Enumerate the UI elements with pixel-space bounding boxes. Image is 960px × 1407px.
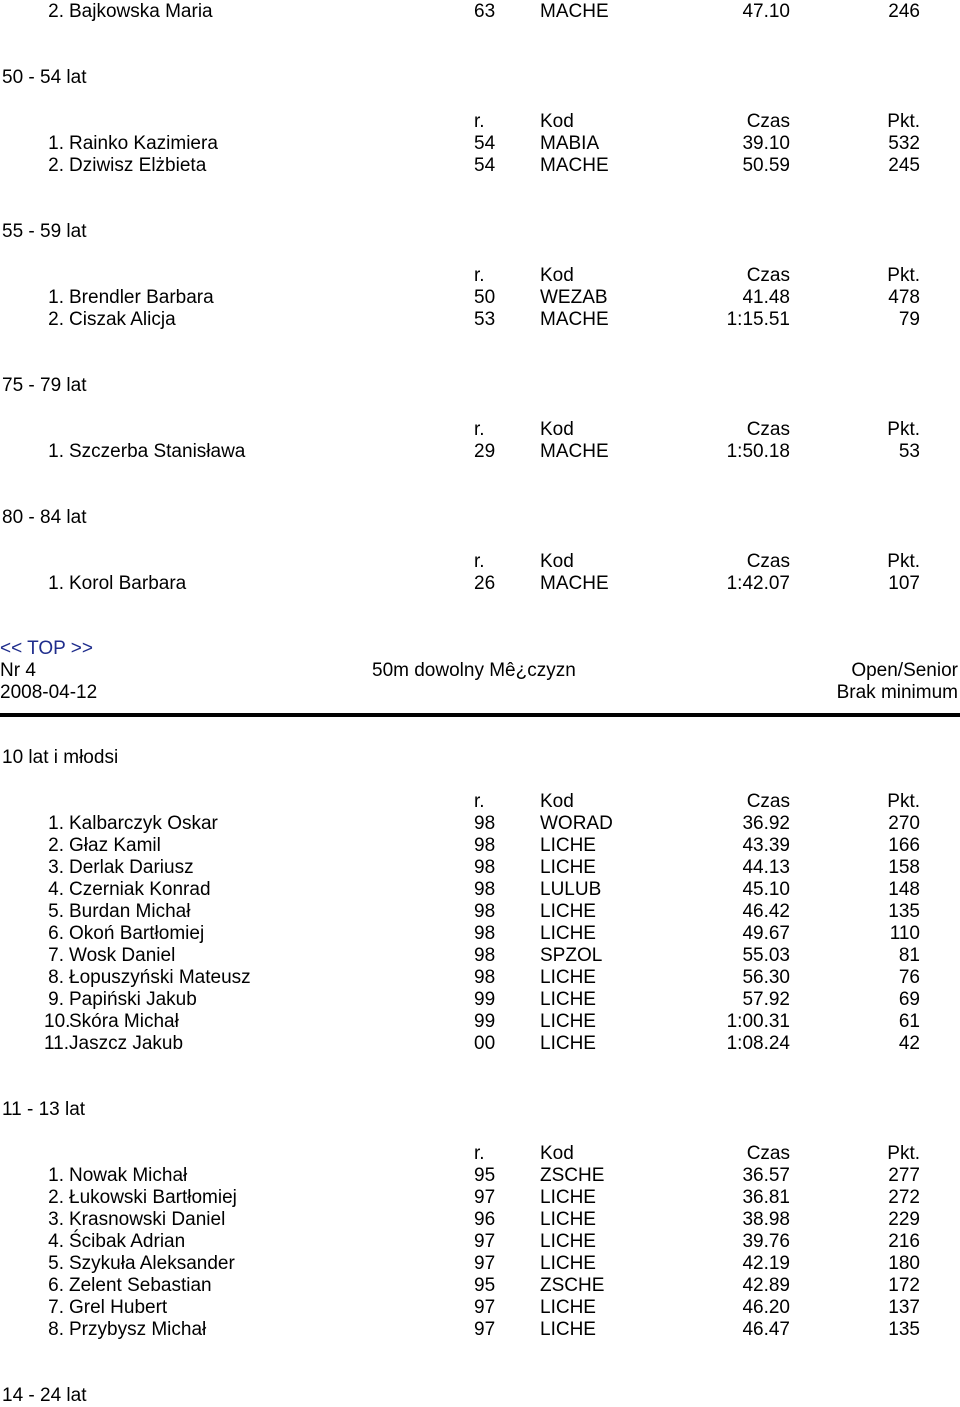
points-cell: 42	[898, 1033, 920, 1054]
top-link[interactable]: << TOP >>	[0, 638, 93, 659]
table-row	[0, 923, 960, 945]
name-cell: Korol Barbara	[69, 573, 187, 594]
place-cell: 1.	[48, 573, 64, 594]
table-row	[0, 1, 960, 23]
time-cell: 44.13	[742, 857, 790, 878]
name-cell: Derlak Dariusz	[69, 857, 194, 878]
club-code-cell: MACHE	[540, 1, 609, 22]
age-group-heading	[0, 67, 960, 89]
place-cell: 8.	[48, 1319, 64, 1340]
place-cell: 1.	[48, 813, 64, 834]
place-cell: 4.	[48, 1231, 64, 1252]
header-points: Pkt.	[887, 1143, 920, 1164]
event-date: 2008-04-12	[0, 682, 98, 703]
age-group-title: 80 - 84 lat	[2, 507, 87, 528]
points-cell: 61	[898, 1011, 920, 1032]
table-row	[0, 1165, 960, 1187]
table-row	[0, 133, 960, 155]
table-row	[0, 155, 960, 177]
name-cell: Szczerba Stanisława	[69, 441, 246, 462]
club-code-cell: ZSCHE	[540, 1165, 605, 1186]
points-cell: 216	[888, 1231, 920, 1252]
place-cell: 1.	[48, 287, 64, 308]
place-cell: 5.	[48, 901, 64, 922]
year-cell: 98	[474, 879, 496, 900]
points-cell: 81	[898, 945, 920, 966]
year-cell: 97	[474, 1231, 496, 1252]
table-row	[0, 1319, 960, 1341]
points-cell: 79	[898, 309, 920, 330]
name-cell: Ścibak Adrian	[69, 1231, 186, 1252]
age-group-title: 11 - 13 lat	[2, 1099, 86, 1120]
time-cell: 50.59	[742, 155, 790, 176]
header-code: Kod	[540, 551, 574, 572]
name-cell: Dziwisz Elżbieta	[69, 155, 207, 176]
points-cell: 107	[888, 573, 920, 594]
points-cell: 148	[888, 879, 920, 900]
time-cell: 42.19	[742, 1253, 790, 1274]
name-cell: Wosk Daniel	[69, 945, 176, 966]
year-cell: 98	[474, 813, 496, 834]
points-cell: 272	[888, 1187, 920, 1208]
time-cell: 49.67	[742, 923, 790, 944]
time-cell: 56.30	[742, 967, 790, 988]
club-code-cell: SPZOL	[540, 945, 603, 966]
age-group-title: 50 - 54 lat	[2, 67, 87, 88]
name-cell: Łopuszyński Mateusz	[69, 967, 251, 988]
points-cell: 478	[888, 287, 920, 308]
age-group-heading	[0, 375, 960, 397]
place-cell: 2.	[48, 309, 64, 330]
time-cell: 46.20	[742, 1297, 790, 1318]
club-code-cell: LICHE	[540, 1209, 596, 1230]
points-cell: 69	[898, 989, 920, 1010]
table-row	[0, 989, 960, 1011]
year-cell: 98	[474, 967, 496, 988]
name-cell: Grel Hubert	[69, 1297, 168, 1318]
place-cell: 6.	[48, 1275, 64, 1296]
points-cell: 135	[888, 1319, 920, 1340]
age-group-title: 55 - 59 lat	[2, 221, 87, 242]
event-category: Open/Senior	[851, 660, 958, 681]
name-cell: Szykuła Aleksander	[69, 1253, 235, 1274]
year-cell: 98	[474, 945, 496, 966]
club-code-cell: WORAD	[540, 813, 613, 834]
points-cell: 158	[888, 857, 920, 878]
club-code-cell: LICHE	[540, 967, 596, 988]
time-cell: 42.89	[742, 1275, 790, 1296]
table-row	[0, 1275, 960, 1297]
header-code: Kod	[540, 111, 574, 132]
name-cell: Czerniak Konrad	[69, 879, 211, 900]
year-cell: 53	[474, 309, 496, 330]
table-row	[0, 441, 960, 463]
place-cell: 9.	[48, 989, 64, 1010]
place-cell: 10.	[44, 1011, 71, 1032]
year-cell: 63	[474, 1, 496, 22]
table-row	[0, 857, 960, 879]
year-cell: 98	[474, 923, 496, 944]
table-row	[0, 287, 960, 309]
age-group-title: 14 - 24 lat	[2, 1385, 87, 1406]
club-code-cell: LICHE	[540, 1253, 596, 1274]
club-code-cell: LICHE	[540, 1297, 596, 1318]
club-code-cell: MACHE	[540, 309, 609, 330]
place-cell: 1.	[48, 441, 64, 462]
header-time: Czas	[746, 111, 790, 132]
year-cell: 95	[474, 1165, 496, 1186]
name-cell: Nowak Michał	[69, 1165, 188, 1186]
points-cell: 135	[888, 901, 920, 922]
name-cell: Skóra Michał	[69, 1011, 179, 1032]
club-code-cell: MACHE	[540, 441, 609, 462]
place-cell: 1.	[48, 133, 64, 154]
time-cell: 39.76	[742, 1231, 790, 1252]
header-time: Czas	[746, 1143, 790, 1164]
club-code-cell: LICHE	[540, 989, 596, 1010]
club-code-cell: LICHE	[540, 901, 596, 922]
points-cell: 229	[888, 1209, 920, 1230]
points-cell: 270	[888, 813, 920, 834]
header-points: Pkt.	[887, 111, 920, 132]
table-row	[0, 1253, 960, 1275]
points-cell: 137	[888, 1297, 920, 1318]
header-points: Pkt.	[887, 791, 920, 812]
year-cell: 95	[474, 1275, 496, 1296]
time-cell: 38.98	[742, 1209, 790, 1230]
time-cell: 46.47	[742, 1319, 790, 1340]
club-code-cell: LICHE	[540, 1033, 596, 1054]
name-cell: Rainko Kazimiera	[69, 133, 218, 154]
year-cell: 54	[474, 155, 496, 176]
year-cell: 97	[474, 1297, 496, 1318]
name-cell: Papiński Jakub	[69, 989, 197, 1010]
year-cell: 54	[474, 133, 496, 154]
age-group-heading	[0, 747, 960, 769]
table-row	[0, 309, 960, 331]
year-cell: 98	[474, 857, 496, 878]
age-group-heading	[0, 507, 960, 529]
points-cell: 166	[888, 835, 920, 856]
points-cell: 110	[889, 923, 920, 944]
column-header	[0, 551, 960, 573]
table-row	[0, 1297, 960, 1319]
club-code-cell: LICHE	[540, 1231, 596, 1252]
club-code-cell: MACHE	[540, 155, 609, 176]
points-cell: 532	[888, 133, 920, 154]
table-row	[0, 901, 960, 923]
time-cell: 1:15.51	[726, 309, 790, 330]
name-cell: Krasnowski Daniel	[69, 1209, 226, 1230]
place-cell: 2.	[48, 1187, 64, 1208]
points-cell: 246	[888, 1, 920, 22]
header-year: r.	[474, 791, 485, 812]
place-cell: 1.	[48, 1165, 64, 1186]
header-time: Czas	[746, 791, 790, 812]
time-cell: 41.48	[742, 287, 790, 308]
age-group-heading	[0, 1099, 960, 1121]
column-header	[0, 1143, 960, 1165]
time-cell: 57.92	[742, 989, 790, 1010]
column-header	[0, 265, 960, 287]
time-cell: 47.10	[742, 1, 790, 22]
header-points: Pkt.	[887, 265, 920, 286]
name-cell: Kalbarczyk Oskar	[69, 813, 218, 834]
club-code-cell: MABIA	[540, 133, 600, 154]
table-row	[0, 1209, 960, 1231]
event-number: Nr 4	[0, 660, 36, 681]
points-cell: 172	[888, 1275, 920, 1296]
event-name: 50m dowolny Mê¿czyzn	[372, 660, 576, 681]
year-cell: 97	[474, 1319, 496, 1340]
time-cell: 1:08.24	[726, 1033, 790, 1054]
club-code-cell: ZSCHE	[540, 1275, 605, 1296]
name-cell: Burdan Michał	[69, 901, 191, 922]
header-code: Kod	[540, 419, 574, 440]
club-code-cell: LICHE	[540, 1319, 596, 1340]
time-cell: 39.10	[742, 133, 790, 154]
time-cell: 36.92	[742, 813, 790, 834]
header-year: r.	[474, 419, 485, 440]
name-cell: Jaszcz Jakub	[69, 1033, 184, 1054]
place-cell: 6.	[48, 923, 64, 944]
name-cell: Bajkowska Maria	[69, 1, 213, 22]
table-row	[0, 1011, 960, 1033]
name-cell: Brendler Barbara	[69, 287, 214, 308]
year-cell: 98	[474, 901, 496, 922]
header-year: r.	[474, 111, 485, 132]
place-cell: 7.	[48, 945, 64, 966]
name-cell: Głaz Kamil	[69, 835, 161, 856]
time-cell: 46.42	[742, 901, 790, 922]
club-code-cell: LICHE	[540, 1011, 596, 1032]
points-cell: 76	[898, 967, 920, 988]
year-cell: 00	[474, 1033, 496, 1054]
time-cell: 43.39	[742, 835, 790, 856]
time-cell: 36.57	[742, 1165, 790, 1186]
club-code-cell: LICHE	[540, 923, 596, 944]
year-cell: 99	[474, 989, 496, 1010]
place-cell: 3.	[48, 1209, 64, 1230]
header-code: Kod	[540, 1143, 574, 1164]
year-cell: 97	[474, 1253, 496, 1274]
header-time: Czas	[746, 551, 790, 572]
table-row	[0, 945, 960, 967]
name-cell: Łukowski Bartłomiej	[69, 1187, 237, 1208]
header-time: Czas	[746, 419, 790, 440]
year-cell: 29	[474, 441, 496, 462]
club-code-cell: LICHE	[540, 857, 596, 878]
table-row	[0, 813, 960, 835]
year-cell: 99	[474, 1011, 496, 1032]
place-cell: 2.	[48, 1, 64, 22]
place-cell: 2.	[48, 155, 64, 176]
age-group-heading	[0, 221, 960, 243]
header-points: Pkt.	[887, 551, 920, 572]
name-cell: Okoń Bartłomiej	[69, 923, 205, 944]
place-cell: 3.	[48, 857, 64, 878]
age-group-title: 75 - 79 lat	[2, 375, 87, 396]
points-cell: 245	[888, 155, 920, 176]
year-cell: 50	[474, 287, 496, 308]
time-cell: 45.10	[742, 879, 790, 900]
table-row	[0, 879, 960, 901]
column-header	[0, 419, 960, 441]
table-row	[0, 1187, 960, 1209]
column-header	[0, 791, 960, 813]
header-points: Pkt.	[887, 419, 920, 440]
year-cell: 96	[474, 1209, 496, 1230]
header-code: Kod	[540, 265, 574, 286]
club-code-cell: LICHE	[540, 835, 596, 856]
place-cell: 4.	[48, 879, 64, 900]
time-cell: 1:42.07	[726, 573, 790, 594]
club-code-cell: LICHE	[540, 1187, 596, 1208]
year-cell: 26	[474, 573, 496, 594]
time-cell: 1:00.31	[726, 1011, 790, 1032]
age-group-heading	[0, 1385, 960, 1407]
name-cell: Ciszak Alicja	[69, 309, 176, 330]
club-code-cell: MACHE	[540, 573, 609, 594]
table-row	[0, 967, 960, 989]
time-cell: 36.81	[742, 1187, 790, 1208]
points-cell: 277	[888, 1165, 920, 1186]
event-note: Brak minimum	[836, 682, 958, 703]
age-group-title: 10 lat i młodsi	[2, 747, 119, 768]
place-cell: 2.	[48, 835, 64, 856]
header-year: r.	[474, 1143, 485, 1164]
event-top-link-line	[0, 638, 960, 660]
place-cell: 5.	[48, 1253, 64, 1274]
time-cell: 55.03	[742, 945, 790, 966]
points-cell: 53	[898, 441, 920, 462]
column-header	[0, 111, 960, 133]
table-row	[0, 835, 960, 857]
place-cell: 8.	[48, 967, 64, 988]
table-row	[0, 573, 960, 595]
event-title-line	[0, 660, 960, 682]
table-row	[0, 1231, 960, 1253]
year-cell: 97	[474, 1187, 496, 1208]
name-cell: Zelent Sebastian	[69, 1275, 212, 1296]
club-code-cell: WEZAB	[540, 287, 608, 308]
time-cell: 1:50.18	[726, 441, 790, 462]
club-code-cell: LULUB	[540, 879, 602, 900]
points-cell: 180	[888, 1253, 920, 1274]
header-code: Kod	[540, 791, 574, 812]
event-date-line	[0, 682, 960, 704]
event-divider	[0, 713, 960, 717]
place-cell: 11.	[44, 1033, 70, 1054]
header-time: Czas	[746, 265, 790, 286]
place-cell: 7.	[48, 1297, 64, 1318]
name-cell: Przybysz Michał	[69, 1319, 207, 1340]
header-year: r.	[474, 265, 485, 286]
year-cell: 98	[474, 835, 496, 856]
table-row	[0, 1033, 960, 1055]
header-year: r.	[474, 551, 485, 572]
